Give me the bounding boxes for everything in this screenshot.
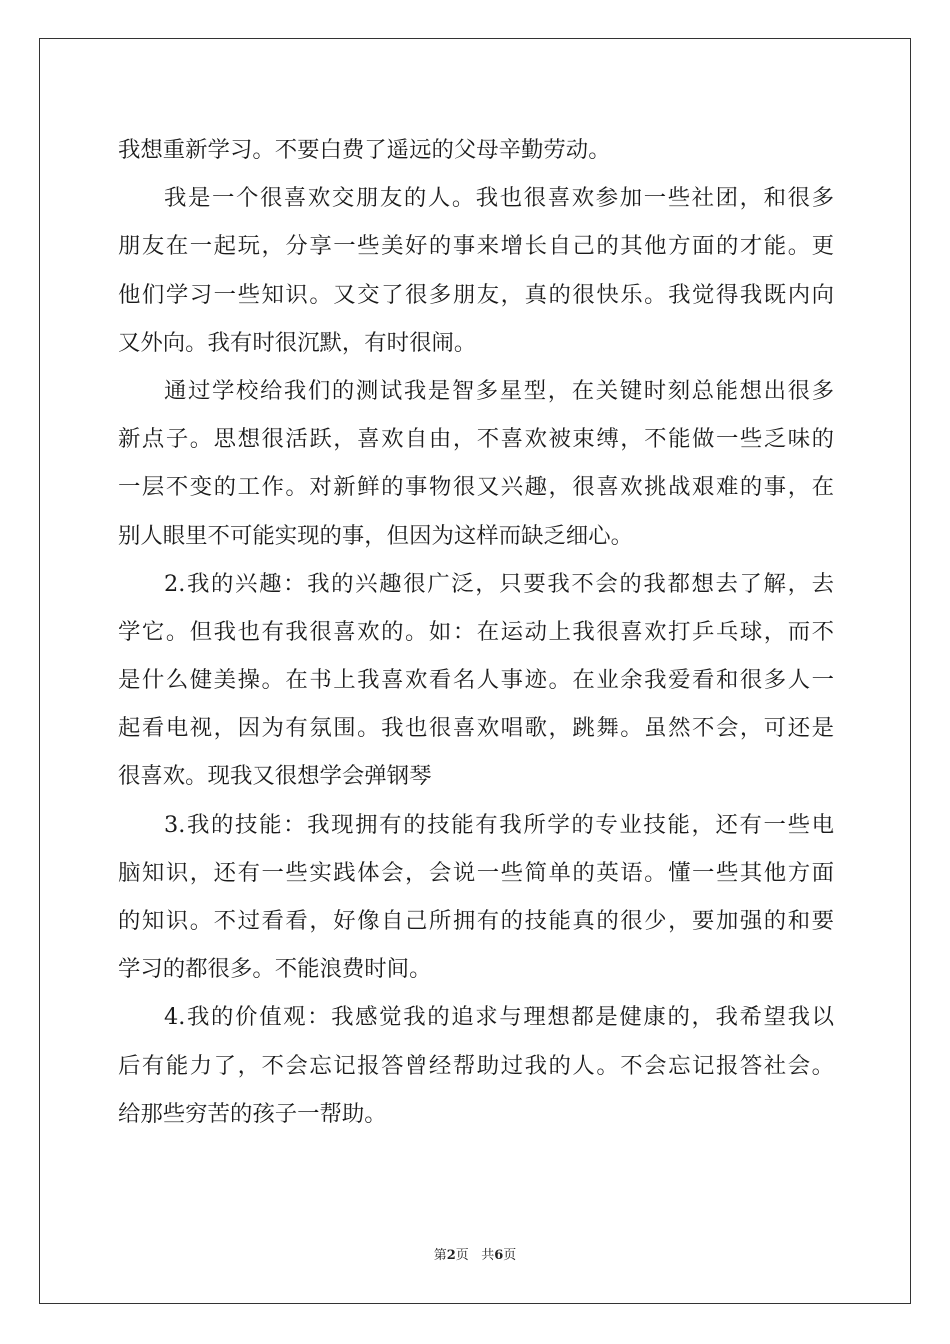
text-line: 2.我的兴趣：我的兴趣很广泛，只要我不会的我都想去了解，去 — [164, 570, 834, 597]
text-line: 起看电视，因为有氛围。我也很喜欢唱歌，跳舞。虽然不会，可还是 — [118, 715, 834, 742]
footer-page-suffix: 页 — [455, 1248, 469, 1263]
text-line: 很喜欢。现我又很想学会弹钢琴 — [118, 763, 432, 790]
text-line: 我是一个很喜欢交朋友的人。我也很喜欢参加一些社团，和很多 — [164, 185, 834, 212]
text-line: 脑知识，还有一些实践体会，会说一些简单的英语。懂一些其他方面 — [118, 859, 834, 886]
text-line: 又外向。我有时很沉默，有时很闹。 — [118, 329, 477, 356]
text-line: 学它。但我也有我很喜欢的。如：在运动上我很喜欢打乒乓球，而不 — [118, 618, 834, 645]
footer-total-suffix: 页 — [503, 1248, 517, 1263]
text-line: 一层不变的工作。对新鲜的事物很又兴趣，很喜欢挑战艰难的事，在 — [118, 474, 834, 501]
text-line: 的知识。不过看看，好像自己所拥有的技能真的很少，要加强的和要 — [118, 908, 834, 934]
text-line: 是什么健美操。在书上我喜欢看名人事迹。在业余我爱看和很多人一 — [118, 667, 834, 694]
text-line: 别人眼里不可能实现的事，但因为这样而缺乏细心。 — [118, 522, 633, 549]
text-line: 朋友在一起玩，分享一些美好的事来增长自己的其他方面的才能。更 — [118, 233, 834, 260]
document-body — [118, 126, 834, 1138]
text-line: 他们学习一些知识。又交了很多朋友，真的很快乐。我觉得我既内向 — [118, 281, 834, 308]
text-line: 3.我的技能：我现拥有的技能有我所学的专业技能，还有一些电 — [164, 811, 834, 838]
text-line: 新点子。思想很活跃，喜欢自由，不喜欢被束缚，不能做一些乏味的 — [118, 426, 834, 453]
footer-total-pages: 6 — [494, 1248, 504, 1263]
text-line: 通过学校给我们的测试我是智多星型，在关键时刻总能想出很多 — [164, 377, 834, 404]
footer-total-prefix: 共 — [481, 1248, 495, 1263]
text-line: 后有能力了，不会忘记报答曾经帮助过我的人。不会忘记报答社会。 — [118, 1052, 834, 1079]
footer-page-number: 2 — [446, 1248, 456, 1263]
text-line: 给那些穷苦的孩子一帮助。 — [118, 1100, 387, 1127]
text-line: 我想重新学习。不要白费了遥远的父母辛勤劳动。 — [118, 137, 611, 163]
footer-page-prefix: 第 — [433, 1248, 447, 1263]
text-line: 4.我的价值观：我感觉我的追求与理想都是健康的，我希望我以 — [164, 1004, 834, 1031]
page-footer — [0, 1247, 950, 1265]
text-line: 学习的都很多。不能浪费时间。 — [118, 956, 432, 983]
